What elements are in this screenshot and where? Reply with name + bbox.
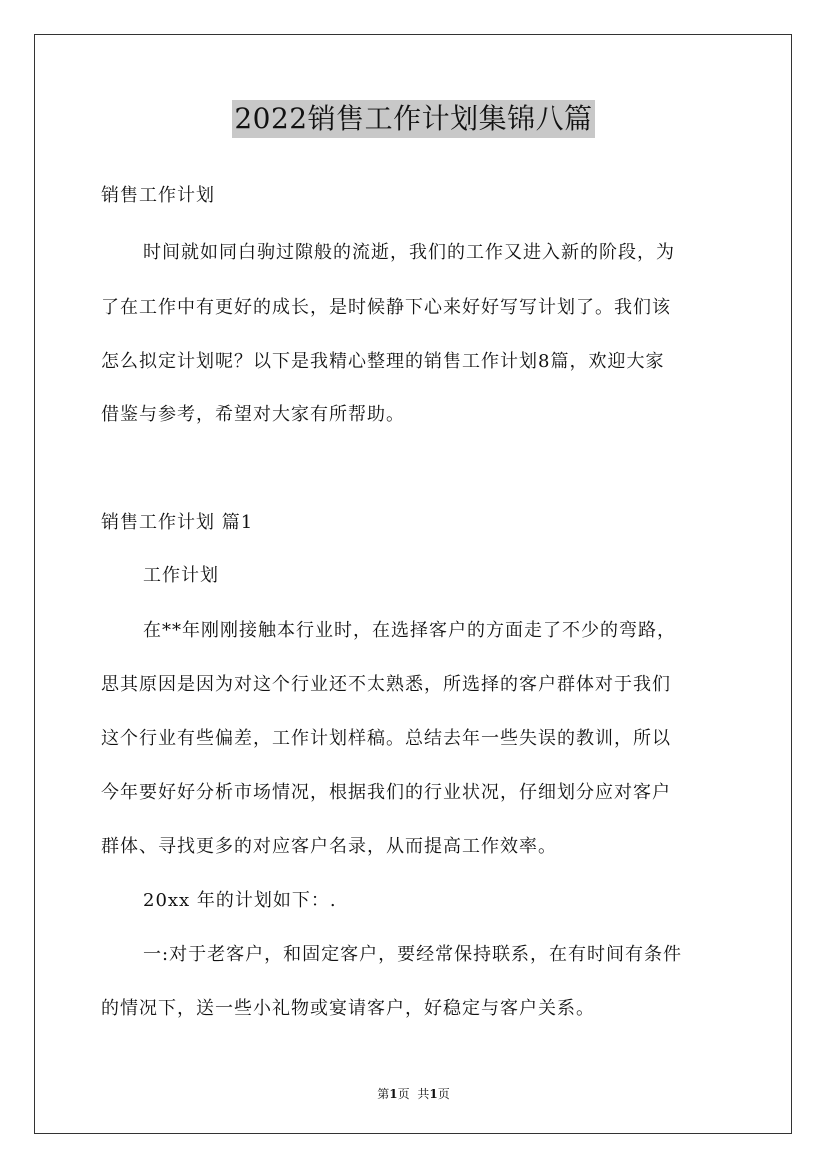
body-line: 今年要好好分析市场情况，根据我们的行业状况，仔细划分应对客户 [101,782,671,803]
page-number: 1 [389,1087,398,1101]
page-suffix: 页 [397,1087,410,1101]
intro-line: 了在工作中有更好的成长，是时候静下心来好好写写计划了。我们该 [101,297,671,318]
body-line: 思其原因是因为对这个行业还不太熟悉，所选择的客户群体对于我们 [101,674,671,695]
intro-line: 借鉴与参考，希望对大家有所帮助。 [101,404,405,425]
article-subheading: 工作计划 [143,565,219,586]
plan-intro: 20xx 年的计划如下：. [143,890,337,911]
body-line: 在**年刚刚接触本行业时，在选择客户的方面走了不少的弯路， [143,620,676,641]
body-line: 这个行业有些偏差，工作计划样稿。总结去年一些失误的教训，所以 [101,728,671,749]
document-title: 2022销售工作计划集锦八篇 [232,100,594,138]
page-prefix: 第 [377,1087,390,1101]
article-heading: 销售工作计划 篇1 [101,512,254,533]
plan-item-line: 的情况下，送一些小礼物或宴请客户，好稳定与客户关系。 [101,998,595,1019]
section-heading: 销售工作计划 [101,185,215,206]
total-suffix: 页 [437,1087,450,1101]
total-prefix: 共 [417,1087,430,1101]
page-footer [0,1085,827,1102]
intro-line: 时间就如同白驹过隙般的流逝，我们的工作又进入新的阶段，为 [143,242,675,263]
intro-line: 怎么拟定计划呢？以下是我精心整理的销售工作计划8篇，欢迎大家 [101,351,665,372]
body-line: 群体、寻找更多的对应客户名录，从而提高工作效率。 [101,836,557,857]
total-pages: 1 [429,1087,438,1101]
plan-item-line: 一:对于老客户，和固定客户，要经常保持联系，在有时间有条件 [143,944,683,965]
title-container [0,100,827,138]
